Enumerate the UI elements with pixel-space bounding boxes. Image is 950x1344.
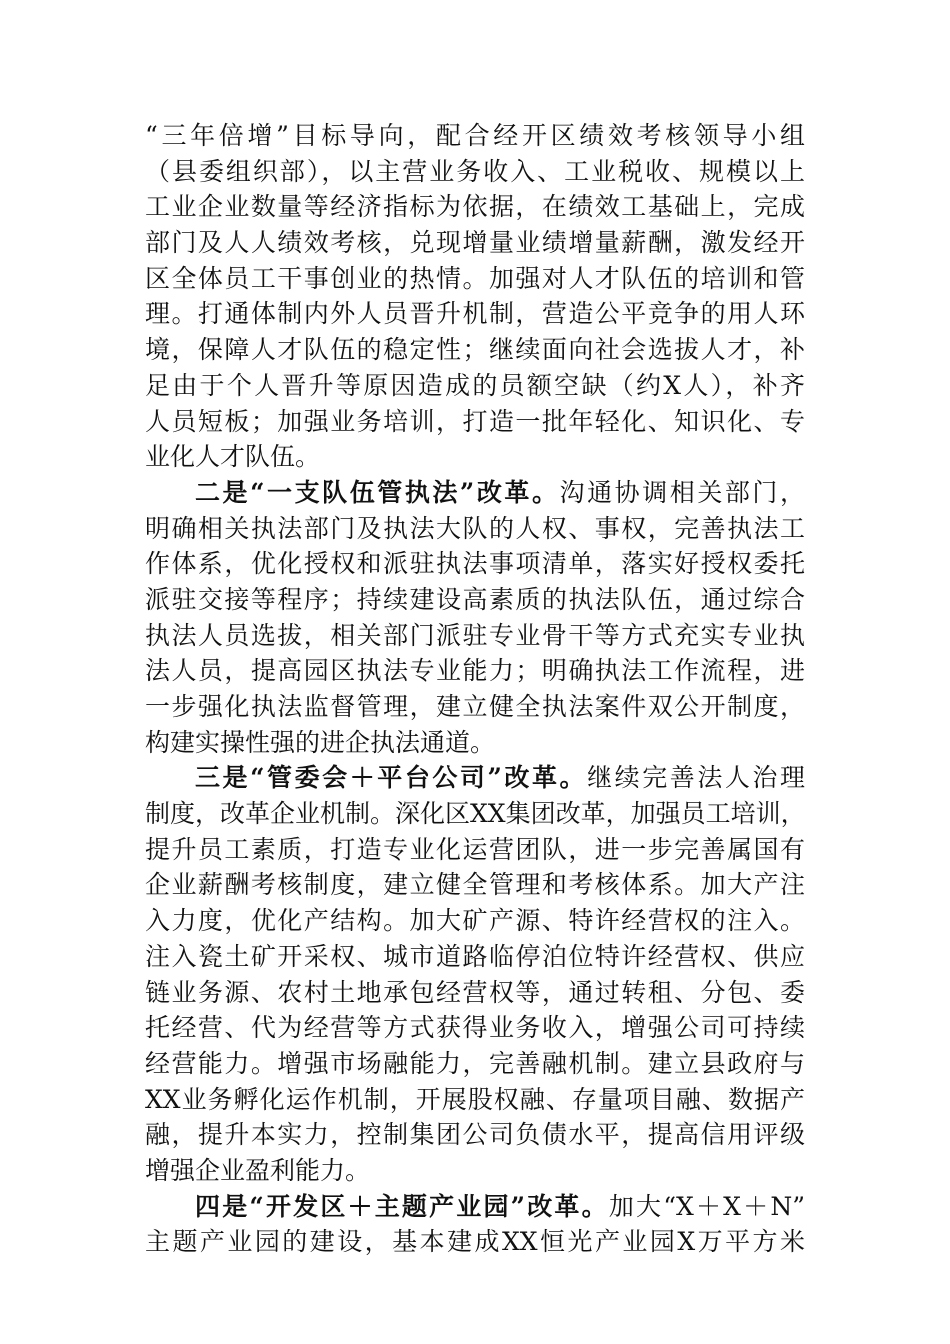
- text-line: XX业务孵化运作机制，开展股权融、存量项目融、数据产: [145, 1084, 805, 1114]
- text-line: 作体系，优化授权和派驻执法事项清单，落实好授权委托: [145, 549, 805, 579]
- text-line: 区全体员工干事创业的热情。加强对人才队伍的培训和管: [145, 263, 805, 293]
- text-line: 部门及人人绩效考核，兑现增量业绩增量薪酬，激发经开: [145, 228, 805, 258]
- text-line: 企业薪酬考核制度，建立健全管理和考核体系。加大产注: [145, 870, 805, 900]
- text-line: 主题产业园的建设，基本建成XX恒光产业园X万平方米: [145, 1227, 805, 1257]
- text-line: 执法人员选拔，相关部门派驻专业骨干等方式充实专业执: [145, 620, 805, 650]
- text-line: 制度，改革企业机制。深化区XX集团改革，加强员工培训，: [145, 799, 806, 829]
- text-line: 人员短板；加强业务培训，打造一批年轻化、知识化、专: [145, 406, 805, 436]
- text-line: 一步强化执法监督管理，建立健全执法案件双公开制度，: [145, 692, 805, 721]
- section-heading: 二是“一支队伍管执法”改革。: [195, 477, 560, 507]
- text-line: 足由于个人晋升等原因造成的员额空缺（约X人），补齐: [145, 370, 805, 400]
- text-line: 明确相关执法部门及执法大队的人权、事权，完善执法工: [145, 513, 805, 543]
- text-line: 链业务源、农村土地承包经营权等，通过转租、分包、委: [145, 977, 805, 1007]
- body-text: [145, 118, 805, 1260]
- text-line: 境，保障人才队伍的稳定性；继续面向社会选拔人才，补: [145, 335, 805, 365]
- text-line: （县委组织部），以主营业务收入、工业税收、规模以上: [145, 156, 805, 186]
- section-heading-line: 四是“开发区＋主题产业园”改革。加大“X＋X＋N”: [195, 1191, 805, 1221]
- text-line: 注入瓷土矿开采权、城市道路临停泊位特许经营权、供应: [145, 941, 805, 971]
- section-heading: 四是“开发区＋主题产业园”改革。: [195, 1191, 609, 1221]
- text-line: 托经营、代为经营等方式获得业务收入，增强公司可持续: [145, 1013, 805, 1043]
- text-line: 构建实操性强的进企执法通道。: [145, 727, 496, 757]
- text-line: 经营能力。增强市场融能力，完善融机制。建立县政府与: [145, 1048, 805, 1078]
- text-line: 派驻交接等程序；持续建设高素质的执法队伍，通过综合: [145, 584, 805, 614]
- text-line: 理。打通体制内外人员晋升机制，营造公平竞争的用人环: [145, 299, 805, 329]
- text-line: 工业企业数量等经济指标为依据，在绩效工基础上，完成: [145, 192, 805, 222]
- text-line: 融，提升本实力，控制集团公司负债水平，提高信用评级: [145, 1120, 805, 1150]
- text-line: 增强企业盈利能力。: [145, 1155, 371, 1185]
- section-heading-line: 三是“管委会＋平台公司”改革。继续完善法人治理: [195, 763, 805, 793]
- text-line: “三年倍增”目标导向，配合经开区绩效考核领导小组: [145, 121, 805, 150]
- section-heading-line: 二是“一支队伍管执法”改革。沟通协调相关部门，: [195, 477, 805, 507]
- text-line: 业化人才队伍。: [145, 442, 321, 472]
- text-line: 提升员工素质，打造专业化运营团队，进一步完善属国有: [145, 834, 805, 864]
- section-heading: 三是“管委会＋平台公司”改革。: [195, 763, 588, 793]
- text-line: 法人员，提高园区执法专业能力；明确执法工作流程，进: [145, 656, 805, 686]
- text-line: 入力度，优化产结构。加大矿产源、特许经营权的注入。: [145, 906, 805, 936]
